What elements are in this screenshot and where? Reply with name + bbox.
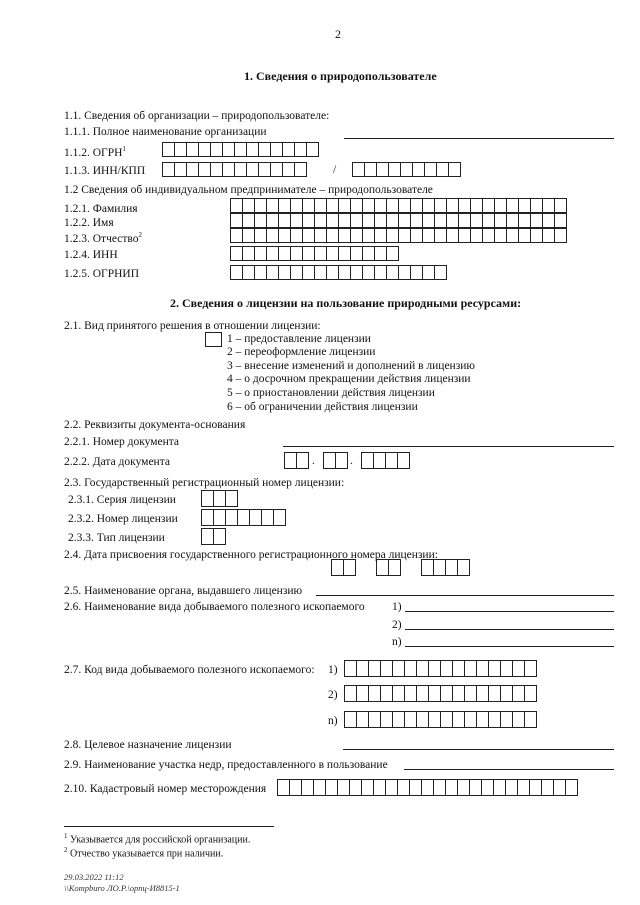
decision-option-6: 6 – об ограничении действия лицензии	[227, 401, 418, 413]
label-1-2-4: 1.2.4. ИНН	[64, 249, 118, 261]
mineral-code-n-label: n)	[328, 715, 338, 727]
license-type-cells[interactable]	[201, 528, 225, 545]
ogrnip-cells[interactable]	[230, 265, 446, 280]
decision-option-4: 4 – о досрочном прекращении действия лицензии	[227, 373, 471, 385]
footnote-1: $^1$ Указывается для российской организации.	[64, 832, 251, 846]
label-1-1-1: 1.1.1. Полное наименование организации	[64, 126, 267, 138]
print-stamp-date: 29.03.2022 11:12	[64, 872, 124, 882]
ip-inn-cells[interactable]	[230, 246, 398, 261]
label-1-1-2: 1.1.2. ОГРН$^1$	[64, 145, 126, 159]
license-number-cells[interactable]	[201, 509, 285, 526]
decision-option-5: 5 – о приостановлении действия лицензии	[227, 387, 435, 399]
doc-date-day-cells[interactable]	[284, 452, 308, 469]
mineral-code-2-cells[interactable]	[344, 685, 536, 702]
mineral-name-1-label: 1)	[392, 601, 402, 613]
cadastral-number-cells[interactable]	[277, 779, 577, 796]
license-series-cells[interactable]	[201, 490, 237, 507]
print-stamp-path: \\Kompburo ЛО.Р.\орпц-И8815-1	[64, 883, 180, 893]
mineral-name-2-field[interactable]	[405, 629, 614, 630]
label-1-2: 1.2 Сведения об индивидуальном предпринимателе – природопользователе	[64, 184, 433, 196]
label-1-2-2: 1.2.2. Имя	[64, 217, 114, 229]
doc-date-month-cells[interactable]	[323, 452, 347, 469]
reg-date-month-cells[interactable]	[376, 559, 400, 576]
mineral-code-n-cells[interactable]	[344, 711, 536, 728]
inn-cells[interactable]	[162, 162, 306, 177]
doc-date-year-cells[interactable]	[361, 452, 409, 469]
label-2-4: 2.4. Дата присвоения государственного регистрационного номера лицензии:	[64, 549, 438, 561]
decision-option-3: 3 – внесение изменений и дополнений в лицензию	[227, 360, 475, 372]
label-1-2-1: 1.2.1. Фамилия	[64, 203, 138, 215]
label-1-2-3: 1.2.3. Отчество$^2$	[64, 231, 142, 245]
reg-date-day-cells[interactable]	[331, 559, 355, 576]
mineral-name-1-field[interactable]	[405, 611, 614, 612]
org-name-field[interactable]	[344, 138, 614, 139]
page-number: 2	[335, 27, 341, 41]
reg-date-year-cells[interactable]	[421, 559, 469, 576]
label-2-3-2: 2.3.2. Номер лицензии	[68, 513, 178, 525]
subsoil-plot-field[interactable]	[404, 769, 614, 770]
label-2-10: 2.10. Кадастровый номер месторождения	[64, 783, 267, 795]
section-2-title: 2. Сведения о лицензии на пользование природными ресурсами:	[170, 296, 522, 310]
inn-kpp-slash: /	[333, 164, 337, 176]
label-2-3-1: 2.3.1. Серия лицензии	[68, 494, 176, 506]
decision-option-2: 2 – переоформление лицензии	[227, 346, 376, 358]
label-1-2-5: 1.2.5. ОГРНИП	[64, 268, 140, 280]
mineral-name-n-field[interactable]	[405, 646, 614, 647]
mineral-code-1-cells[interactable]	[344, 660, 536, 677]
doc-date-dot-1: .	[312, 455, 315, 467]
name-cells[interactable]	[230, 213, 566, 228]
label-2-9: 2.9. Наименование участка недр, предоставленного в пользование	[64, 759, 388, 771]
label-1-1: 1.1. Сведения об организации – природопользователе:	[64, 110, 330, 122]
label-2-8: 2.8. Целевое назначение лицензии	[64, 739, 232, 751]
label-2-1: 2.1. Вид принятого решения в отношении лицензии:	[64, 320, 321, 332]
mineral-code-1-label: 1)	[328, 664, 338, 676]
surname-cells[interactable]	[230, 198, 566, 213]
mineral-name-n-label: n)	[392, 636, 402, 648]
label-2-2-2: 2.2.2. Дата документа	[64, 456, 170, 468]
label-2-3-3: 2.3.3. Тип лицензии	[68, 532, 165, 544]
label-2-2-1: 2.2.1. Номер документа	[64, 436, 180, 448]
doc-number-field[interactable]	[283, 446, 614, 447]
doc-date-dot-2: .	[350, 455, 353, 467]
decision-option-1: 1 – предоставление лицензии	[227, 333, 371, 345]
label-1-1-3: 1.1.3. ИНН/КПП	[64, 165, 146, 177]
section-1-title: 1. Сведения о природопользователе	[244, 69, 437, 83]
decision-type-box[interactable]	[205, 332, 222, 347]
label-2-6: 2.6. Наименование вида добываемого полезного ископаемого	[64, 601, 365, 613]
license-purpose-field[interactable]	[343, 749, 614, 750]
issuing-authority-field[interactable]	[316, 595, 614, 596]
mineral-name-2-label: 2)	[392, 619, 402, 631]
label-2-2: 2.2. Реквизиты документа-основания	[64, 419, 246, 431]
footnote-2: $^2$ Отчество указывается при наличии.	[64, 846, 224, 860]
kpp-cells[interactable]	[352, 162, 460, 177]
mineral-code-2-label: 2)	[328, 689, 338, 701]
label-2-3: 2.3. Государственный регистрационный номер лицензии:	[64, 477, 345, 489]
ogrn-cells[interactable]	[162, 142, 318, 157]
label-2-7: 2.7. Код вида добываемого полезного ископаемого:	[64, 664, 315, 676]
footnote-divider	[64, 826, 274, 827]
label-2-5: 2.5. Наименование органа, выдавшего лицензию	[64, 585, 303, 597]
patronymic-cells[interactable]	[230, 228, 566, 243]
